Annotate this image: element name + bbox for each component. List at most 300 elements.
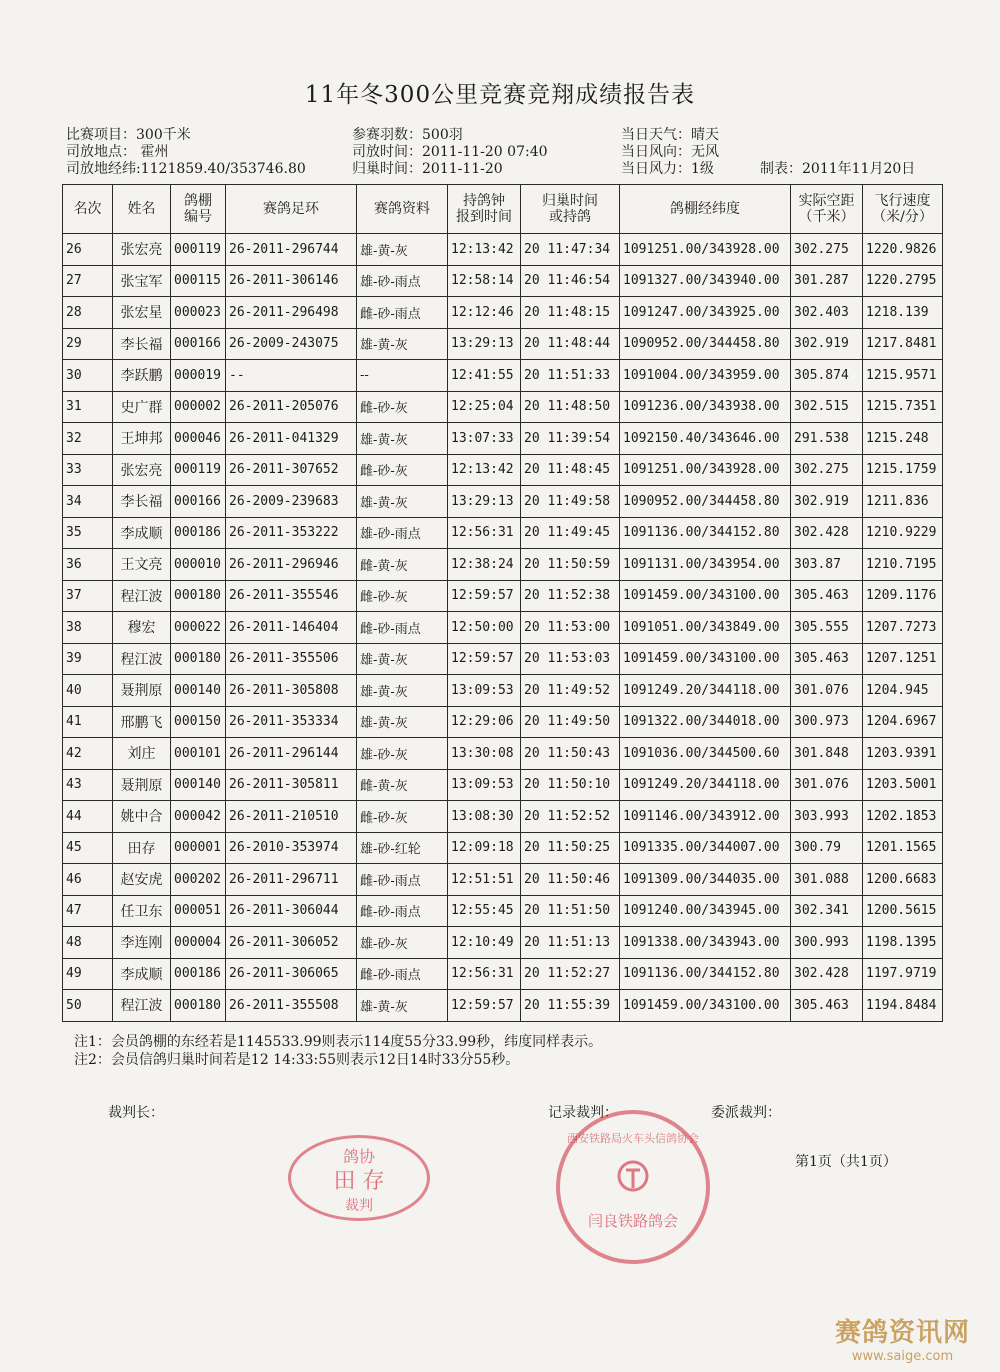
bird-info-cell: 雌-砂-雨点 bbox=[357, 895, 448, 927]
rank-cell: 35 bbox=[63, 517, 113, 549]
column-header: 归巢时间 或持鸽 bbox=[521, 185, 620, 234]
return-time-cell: 20 11:47:34 bbox=[521, 234, 620, 266]
loft-number-cell: 000051 bbox=[171, 895, 226, 927]
distance-cell: 302.275 bbox=[791, 454, 863, 486]
clock-time-cell: 12:13:42 bbox=[448, 234, 521, 266]
results-table bbox=[62, 184, 943, 1022]
speed-cell: 1218.139 bbox=[863, 297, 943, 329]
loft-number-cell: 000140 bbox=[171, 769, 226, 801]
name-cell: 邢鹏飞 bbox=[113, 706, 171, 738]
distance-cell: 301.287 bbox=[791, 265, 863, 297]
speed-cell: 1201.1565 bbox=[863, 832, 943, 864]
column-header: 鸽棚 编号 bbox=[171, 185, 226, 234]
info-entries: 参赛羽数：500羽 bbox=[352, 127, 463, 143]
table-row bbox=[63, 769, 943, 801]
coords-cell: 1091146.00/343912.00 bbox=[620, 801, 791, 833]
speed-cell: 1220.2795 bbox=[863, 265, 943, 297]
column-header: 姓名 bbox=[113, 185, 171, 234]
report-title: 11年冬300公里竞赛竞翔成绩报告表 bbox=[304, 82, 696, 108]
rank-cell: 27 bbox=[63, 265, 113, 297]
table-row bbox=[63, 675, 943, 707]
bird-info-cell: 雌-砂-灰 bbox=[357, 801, 448, 833]
return-time-cell: 20 11:48:50 bbox=[521, 391, 620, 423]
bird-info-cell: 雄-砂-雨点 bbox=[357, 265, 448, 297]
table-row bbox=[63, 801, 943, 833]
table-body bbox=[63, 234, 943, 1022]
distance-cell: 301.076 bbox=[791, 769, 863, 801]
bird-info-cell: 雄-砂-灰 bbox=[357, 738, 448, 770]
distance-cell: 305.463 bbox=[791, 990, 863, 1022]
bird-info-cell: 雌-砂-雨点 bbox=[357, 958, 448, 990]
name-cell: 李成顺 bbox=[113, 958, 171, 990]
ring-cell: 26-2011-205076 bbox=[226, 391, 357, 423]
name-cell: 张宏亮 bbox=[113, 454, 171, 486]
rank-cell: 33 bbox=[63, 454, 113, 486]
return-time-cell: 20 11:50:25 bbox=[521, 832, 620, 864]
recorder-judge-label: 记录裁判： bbox=[548, 1105, 618, 1121]
loft-number-cell: 000004 bbox=[171, 927, 226, 959]
bird-info-cell: 雄-黄-灰 bbox=[357, 675, 448, 707]
ring-cell: 26-2011-296498 bbox=[226, 297, 357, 329]
table-row bbox=[63, 454, 943, 486]
clock-time-cell: 12:55:45 bbox=[448, 895, 521, 927]
coords-cell: 1091249.20/344118.00 bbox=[620, 769, 791, 801]
ring-cell: 26-2011-355508 bbox=[226, 990, 357, 1022]
info-made-date: 制表：2011年11月20日 bbox=[760, 161, 916, 177]
rank-cell: 49 bbox=[63, 958, 113, 990]
coords-cell: 1091459.00/343100.00 bbox=[620, 580, 791, 612]
table-row bbox=[63, 927, 943, 959]
name-cell: 王文亮 bbox=[113, 549, 171, 581]
rank-cell: 43 bbox=[63, 769, 113, 801]
rank-cell: 44 bbox=[63, 801, 113, 833]
bird-info-cell: 雌-砂-雨点 bbox=[357, 612, 448, 644]
table-row bbox=[63, 423, 943, 455]
judge-stamp bbox=[288, 1135, 430, 1221]
loft-number-cell: 000115 bbox=[171, 265, 226, 297]
clock-time-cell: 12:25:04 bbox=[448, 391, 521, 423]
coords-cell: 1091240.00/343945.00 bbox=[620, 895, 791, 927]
coords-cell: 1091131.00/343954.00 bbox=[620, 549, 791, 581]
coords-cell: 1091251.00/343928.00 bbox=[620, 234, 791, 266]
name-cell: 聂荆原 bbox=[113, 675, 171, 707]
distance-cell: 291.538 bbox=[791, 423, 863, 455]
speed-cell: 1204.945 bbox=[863, 675, 943, 707]
distance-cell: 301.076 bbox=[791, 675, 863, 707]
loft-number-cell: 000046 bbox=[171, 423, 226, 455]
name-cell: 王坤邦 bbox=[113, 423, 171, 455]
info-weather: 当日天气：晴天 bbox=[621, 127, 719, 143]
distance-cell: 302.403 bbox=[791, 297, 863, 329]
coords-cell: 1090952.00/344458.80 bbox=[620, 328, 791, 360]
return-time-cell: 20 11:50:43 bbox=[521, 738, 620, 770]
bird-info-cell: 雄-黄-灰 bbox=[357, 643, 448, 675]
clock-time-cell: 13:07:33 bbox=[448, 423, 521, 455]
name-cell: 张宏星 bbox=[113, 297, 171, 329]
bird-info-cell: -- bbox=[357, 360, 448, 392]
distance-cell: 305.463 bbox=[791, 580, 863, 612]
column-header: 实际空距 （千米） bbox=[791, 185, 863, 234]
distance-cell: 302.515 bbox=[791, 391, 863, 423]
info-column-2 bbox=[352, 127, 548, 178]
distance-cell: 305.463 bbox=[791, 643, 863, 675]
ring-cell: 26-2011-146404 bbox=[226, 612, 357, 644]
coords-cell: 1091236.00/343938.00 bbox=[620, 391, 791, 423]
distance-cell: 305.874 bbox=[791, 360, 863, 392]
name-cell: 田存 bbox=[113, 832, 171, 864]
appointed-judge-label: 委派裁判： bbox=[711, 1105, 781, 1121]
speed-cell: 1210.9229 bbox=[863, 517, 943, 549]
loft-number-cell: 000019 bbox=[171, 360, 226, 392]
coords-cell: 1091251.00/343928.00 bbox=[620, 454, 791, 486]
coords-cell: 1091004.00/343959.00 bbox=[620, 360, 791, 392]
speed-cell: 1210.7195 bbox=[863, 549, 943, 581]
ring-cell: 26-2011-296744 bbox=[226, 234, 357, 266]
coords-cell: 1091322.00/344018.00 bbox=[620, 706, 791, 738]
speed-cell: 1215.9571 bbox=[863, 360, 943, 392]
coords-cell: 1091338.00/343943.00 bbox=[620, 927, 791, 959]
return-time-cell: 20 11:39:54 bbox=[521, 423, 620, 455]
clock-time-cell: 12:41:55 bbox=[448, 360, 521, 392]
loft-number-cell: 000186 bbox=[171, 517, 226, 549]
bird-info-cell: 雌-砂-灰 bbox=[357, 580, 448, 612]
loft-number-cell: 000180 bbox=[171, 990, 226, 1022]
info-release-time: 司放时间：2011-11-20 07:40 bbox=[352, 144, 548, 160]
return-time-cell: 20 11:55:39 bbox=[521, 990, 620, 1022]
bird-info-cell: 雄-砂-红轮 bbox=[357, 832, 448, 864]
rank-cell: 50 bbox=[63, 990, 113, 1022]
rank-cell: 26 bbox=[63, 234, 113, 266]
clock-time-cell: 12:09:18 bbox=[448, 832, 521, 864]
name-cell: 史广群 bbox=[113, 391, 171, 423]
watermark-name: 赛鸽资讯网 bbox=[834, 1318, 970, 1348]
table-row bbox=[63, 832, 943, 864]
rank-cell: 32 bbox=[63, 423, 113, 455]
rank-cell: 28 bbox=[63, 297, 113, 329]
coords-cell: 1091459.00/343100.00 bbox=[620, 990, 791, 1022]
notes bbox=[74, 1033, 602, 1069]
return-time-cell: 20 11:49:50 bbox=[521, 706, 620, 738]
name-cell: 穆宏 bbox=[113, 612, 171, 644]
name-cell: 程江波 bbox=[113, 580, 171, 612]
bird-info-cell: 雄-黄-灰 bbox=[357, 990, 448, 1022]
return-time-cell: 20 11:50:59 bbox=[521, 549, 620, 581]
rank-cell: 48 bbox=[63, 927, 113, 959]
table-row bbox=[63, 517, 943, 549]
distance-cell: 302.428 bbox=[791, 958, 863, 990]
coords-cell: 1091247.00/343925.00 bbox=[620, 297, 791, 329]
ring-cell: 26-2011-306044 bbox=[226, 895, 357, 927]
return-time-cell: 20 11:52:52 bbox=[521, 801, 620, 833]
name-cell: 李成顺 bbox=[113, 517, 171, 549]
ring-cell: 26-2011-355546 bbox=[226, 580, 357, 612]
rank-cell: 39 bbox=[63, 643, 113, 675]
bird-info-cell: 雄-黄-灰 bbox=[357, 423, 448, 455]
ring-cell: 26-2011-307652 bbox=[226, 454, 357, 486]
info-column-1 bbox=[66, 127, 306, 178]
speed-cell: 1207.7273 bbox=[863, 612, 943, 644]
info-event: 比赛项目：300千米 bbox=[66, 127, 191, 143]
rank-cell: 36 bbox=[63, 549, 113, 581]
distance-cell: 303.87 bbox=[791, 549, 863, 581]
name-cell: 刘庄 bbox=[113, 738, 171, 770]
info-wind-direction: 当日风向：无风 bbox=[621, 144, 719, 160]
table-row bbox=[63, 580, 943, 612]
table-header-row bbox=[63, 185, 943, 234]
column-header: 飞行速度 （米/分） bbox=[863, 185, 943, 234]
clock-time-cell: 12:59:57 bbox=[448, 580, 521, 612]
coords-cell: 1091309.00/344035.00 bbox=[620, 864, 791, 896]
return-time-cell: 20 11:48:15 bbox=[521, 297, 620, 329]
speed-cell: 1194.8484 bbox=[863, 990, 943, 1022]
clock-time-cell: 13:09:53 bbox=[448, 675, 521, 707]
svg-text:西安铁路局火车头信鸽协会: 西安铁路局火车头信鸽协会 bbox=[567, 1132, 699, 1145]
name-cell: 聂荆原 bbox=[113, 769, 171, 801]
table-row bbox=[63, 297, 943, 329]
column-header: 鸽棚经纬度 bbox=[620, 185, 791, 234]
rank-cell: 47 bbox=[63, 895, 113, 927]
svg-text:裁判: 裁判 bbox=[345, 1198, 373, 1214]
loft-number-cell: 000166 bbox=[171, 328, 226, 360]
ring-cell: 26-2011-306146 bbox=[226, 265, 357, 297]
return-time-cell: 20 11:46:54 bbox=[521, 265, 620, 297]
coords-cell: 1091335.00/344007.00 bbox=[620, 832, 791, 864]
return-time-cell: 20 11:51:33 bbox=[521, 360, 620, 392]
speed-cell: 1215.7351 bbox=[863, 391, 943, 423]
table-row bbox=[63, 738, 943, 770]
return-time-cell: 20 11:53:00 bbox=[521, 612, 620, 644]
table-row bbox=[63, 706, 943, 738]
coords-cell: 1091051.00/343849.00 bbox=[620, 612, 791, 644]
coords-cell: 1091136.00/344152.80 bbox=[620, 517, 791, 549]
rank-cell: 41 bbox=[63, 706, 113, 738]
coords-cell: 1091327.00/343940.00 bbox=[620, 265, 791, 297]
rank-cell: 46 bbox=[63, 864, 113, 896]
loft-number-cell: 000202 bbox=[171, 864, 226, 896]
site-watermark bbox=[835, 1312, 970, 1364]
info-column-3 bbox=[621, 127, 719, 178]
info-wind-force: 当日风力：1级 bbox=[621, 161, 714, 177]
rank-cell: 29 bbox=[63, 328, 113, 360]
loft-number-cell: 000180 bbox=[171, 643, 226, 675]
distance-cell: 302.341 bbox=[791, 895, 863, 927]
return-time-cell: 20 11:48:45 bbox=[521, 454, 620, 486]
distance-cell: 302.428 bbox=[791, 517, 863, 549]
speed-cell: 1202.1853 bbox=[863, 801, 943, 833]
chief-judge-label: 裁判长： bbox=[108, 1105, 164, 1121]
return-time-cell: 20 11:48:44 bbox=[521, 328, 620, 360]
table-row bbox=[63, 990, 943, 1022]
table-row bbox=[63, 360, 943, 392]
loft-number-cell: 000186 bbox=[171, 958, 226, 990]
loft-number-cell: 000140 bbox=[171, 675, 226, 707]
speed-cell: 1200.6683 bbox=[863, 864, 943, 896]
coords-cell: 1091036.00/344500.60 bbox=[620, 738, 791, 770]
clock-time-cell: 12:13:42 bbox=[448, 454, 521, 486]
distance-cell: 300.993 bbox=[791, 927, 863, 959]
association-seal bbox=[556, 1110, 710, 1264]
name-cell: 程江波 bbox=[113, 990, 171, 1022]
ring-cell: 26-2011-210510 bbox=[226, 801, 357, 833]
loft-number-cell: 000150 bbox=[171, 706, 226, 738]
bird-info-cell: 雄-黄-灰 bbox=[357, 706, 448, 738]
bird-info-cell: 雌-黄-灰 bbox=[357, 549, 448, 581]
loft-number-cell: 000119 bbox=[171, 454, 226, 486]
judge-stamp-graphic bbox=[291, 1138, 427, 1218]
return-time-cell: 20 11:49:52 bbox=[521, 675, 620, 707]
return-time-cell: 20 11:51:13 bbox=[521, 927, 620, 959]
loft-number-cell: 000010 bbox=[171, 549, 226, 581]
table-row bbox=[63, 328, 943, 360]
rank-cell: 38 bbox=[63, 612, 113, 644]
return-time-cell: 20 11:49:58 bbox=[521, 486, 620, 518]
clock-time-cell: 12:59:57 bbox=[448, 643, 521, 675]
ring-cell: 26-2011-296711 bbox=[226, 864, 357, 896]
bird-info-cell: 雌-黄-灰 bbox=[357, 769, 448, 801]
rank-cell: 37 bbox=[63, 580, 113, 612]
table-row bbox=[63, 234, 943, 266]
page-indicator: 第1页（共1页） bbox=[795, 1154, 897, 1170]
bird-info-cell: 雄-黄-灰 bbox=[357, 234, 448, 266]
speed-cell: 1220.9826 bbox=[863, 234, 943, 266]
name-cell: 李长福 bbox=[113, 486, 171, 518]
name-cell: 李长福 bbox=[113, 328, 171, 360]
return-time-cell: 20 11:50:10 bbox=[521, 769, 620, 801]
loft-number-cell: 000002 bbox=[171, 391, 226, 423]
name-cell: 姚中合 bbox=[113, 801, 171, 833]
distance-cell: 305.555 bbox=[791, 612, 863, 644]
speed-cell: 1211.836 bbox=[863, 486, 943, 518]
clock-time-cell: 12:56:31 bbox=[448, 517, 521, 549]
bird-info-cell: 雄-黄-灰 bbox=[357, 328, 448, 360]
ring-cell: 26-2011-041329 bbox=[226, 423, 357, 455]
clock-time-cell: 13:29:13 bbox=[448, 328, 521, 360]
ring-cell: 26-2011-306052 bbox=[226, 927, 357, 959]
name-cell: 赵安虎 bbox=[113, 864, 171, 896]
column-header: 赛鸽资料 bbox=[357, 185, 448, 234]
return-time-cell: 20 11:51:50 bbox=[521, 895, 620, 927]
speed-cell: 1200.5615 bbox=[863, 895, 943, 927]
clock-time-cell: 12:58:14 bbox=[448, 265, 521, 297]
speed-cell: 1215.248 bbox=[863, 423, 943, 455]
ring-cell: 26-2011-296144 bbox=[226, 738, 357, 770]
ring-cell: 26-2011-306065 bbox=[226, 958, 357, 990]
return-time-cell: 20 11:52:27 bbox=[521, 958, 620, 990]
name-cell: 张宝军 bbox=[113, 265, 171, 297]
ring-cell: 26-2011-305808 bbox=[226, 675, 357, 707]
table-row bbox=[63, 958, 943, 990]
svg-text:鸽协: 鸽协 bbox=[342, 1147, 376, 1166]
table-row bbox=[63, 643, 943, 675]
clock-time-cell: 12:12:46 bbox=[448, 297, 521, 329]
svg-text:闫良铁路鸽会: 闫良铁路鸽会 bbox=[587, 1212, 679, 1230]
clock-time-cell: 12:59:57 bbox=[448, 990, 521, 1022]
bird-info-cell: 雄-黄-灰 bbox=[357, 486, 448, 518]
distance-cell: 300.973 bbox=[791, 706, 863, 738]
bird-info-cell: 雄-砂-雨点 bbox=[357, 517, 448, 549]
loft-number-cell: 000166 bbox=[171, 486, 226, 518]
rank-cell: 40 bbox=[63, 675, 113, 707]
speed-cell: 1203.5001 bbox=[863, 769, 943, 801]
clock-time-cell: 12:51:51 bbox=[448, 864, 521, 896]
distance-cell: 302.919 bbox=[791, 328, 863, 360]
return-time-cell: 20 11:52:38 bbox=[521, 580, 620, 612]
table-row bbox=[63, 265, 943, 297]
association-seal-graphic bbox=[560, 1114, 706, 1260]
return-time-cell: 20 11:53:03 bbox=[521, 643, 620, 675]
bird-info-cell: 雌-砂-雨点 bbox=[357, 864, 448, 896]
name-cell: 张宏亮 bbox=[113, 234, 171, 266]
table-row bbox=[63, 864, 943, 896]
ring-cell: 26-2011-353222 bbox=[226, 517, 357, 549]
ring-cell: 26-2009-239683 bbox=[226, 486, 357, 518]
table-row bbox=[63, 486, 943, 518]
loft-number-cell: 000042 bbox=[171, 801, 226, 833]
note-1: 注1：会员鸽棚的东经若是1145533.99则表示114度55分33.99秒，纬度同样表示。 bbox=[74, 1034, 603, 1050]
clock-time-cell: 12:56:31 bbox=[448, 958, 521, 990]
speed-cell: 1203.9391 bbox=[863, 738, 943, 770]
name-cell: 程江波 bbox=[113, 643, 171, 675]
loft-number-cell: 000180 bbox=[171, 580, 226, 612]
ring-cell: 26-2011-296946 bbox=[226, 549, 357, 581]
ring-cell: 26-2010-353974 bbox=[226, 832, 357, 864]
loft-number-cell: 000022 bbox=[171, 612, 226, 644]
ring-cell: 26-2011-355506 bbox=[226, 643, 357, 675]
ring-cell: 26-2011-353334 bbox=[226, 706, 357, 738]
svg-text:田 存: 田 存 bbox=[333, 1169, 385, 1194]
column-header: 赛鸽足环 bbox=[226, 185, 357, 234]
loft-number-cell: 000023 bbox=[171, 297, 226, 329]
column-header: 持鸽钟 报到时间 bbox=[448, 185, 521, 234]
table-row bbox=[63, 895, 943, 927]
distance-cell: 302.919 bbox=[791, 486, 863, 518]
rank-cell: 34 bbox=[63, 486, 113, 518]
coords-cell: 1091459.00/343100.00 bbox=[620, 643, 791, 675]
clock-time-cell: 12:29:06 bbox=[448, 706, 521, 738]
return-time-cell: 20 11:49:45 bbox=[521, 517, 620, 549]
clock-time-cell: 13:29:13 bbox=[448, 486, 521, 518]
speed-cell: 1209.1176 bbox=[863, 580, 943, 612]
ring-cell: -- bbox=[226, 360, 357, 392]
speed-cell: 1215.1759 bbox=[863, 454, 943, 486]
bird-info-cell: 雌-砂-灰 bbox=[357, 391, 448, 423]
speed-cell: 1197.9719 bbox=[863, 958, 943, 990]
name-cell: 任卫东 bbox=[113, 895, 171, 927]
distance-cell: 301.848 bbox=[791, 738, 863, 770]
note-2: 注2：会员信鸽归巢时间若是12 14:33:55则表示12日14时33分55秒。 bbox=[74, 1052, 520, 1068]
ring-cell: 26-2011-305811 bbox=[226, 769, 357, 801]
loft-number-cell: 000101 bbox=[171, 738, 226, 770]
info-release-coords: 司放地经纬:1121859.40/353746.80 bbox=[66, 161, 306, 177]
coords-cell: 1090952.00/344458.80 bbox=[620, 486, 791, 518]
rank-cell: 42 bbox=[63, 738, 113, 770]
clock-time-cell: 13:30:08 bbox=[448, 738, 521, 770]
clock-time-cell: 13:08:30 bbox=[448, 801, 521, 833]
clock-time-cell: 12:50:00 bbox=[448, 612, 521, 644]
rank-cell: 30 bbox=[63, 360, 113, 392]
return-time-cell: 20 11:50:46 bbox=[521, 864, 620, 896]
loft-number-cell: 000001 bbox=[171, 832, 226, 864]
watermark-url: www.saige.com bbox=[851, 1349, 954, 1364]
distance-cell: 301.088 bbox=[791, 864, 863, 896]
bird-info-cell: 雄-砂-灰 bbox=[357, 927, 448, 959]
speed-cell: 1198.1395 bbox=[863, 927, 943, 959]
info-return-time: 归巢时间：2011-11-20 bbox=[352, 161, 503, 177]
table-row bbox=[63, 549, 943, 581]
rank-cell: 31 bbox=[63, 391, 113, 423]
coords-cell: 1091249.20/344118.00 bbox=[620, 675, 791, 707]
coords-cell: 1091136.00/344152.80 bbox=[620, 958, 791, 990]
